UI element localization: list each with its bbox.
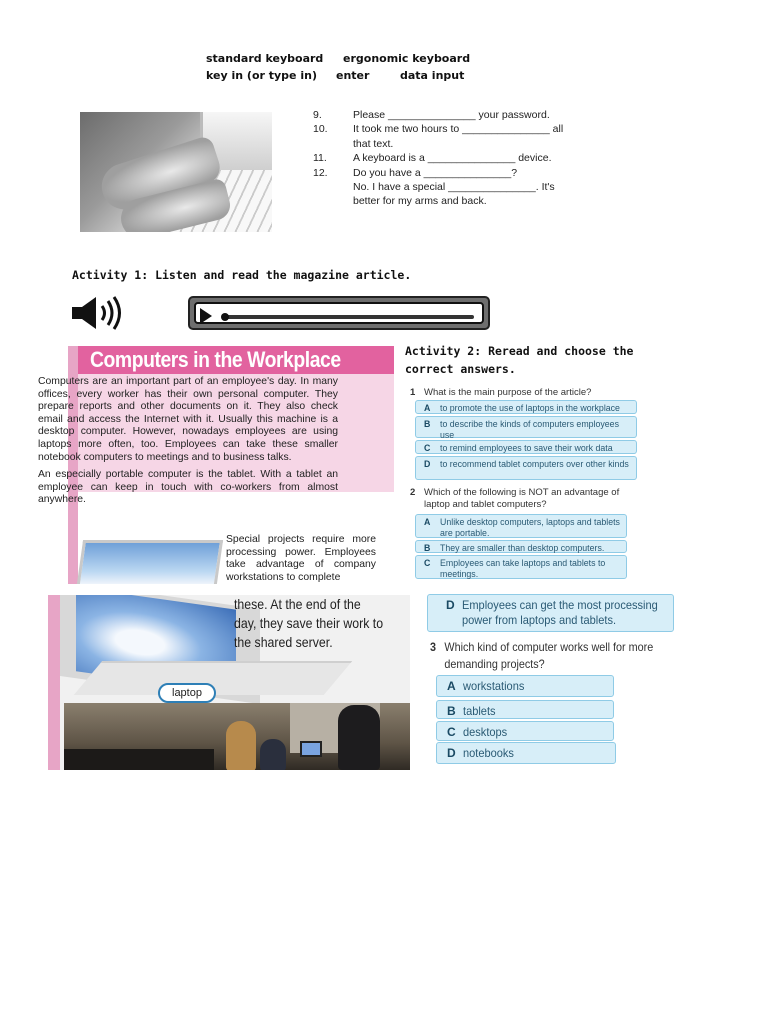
article-lower-panel — [48, 595, 410, 770]
question-text: Which of the following is NOT an advantage of — [424, 487, 620, 498]
laptop-label: laptop — [158, 683, 216, 703]
option-letter: C — [424, 443, 431, 453]
article-title: Computers in the Workplace — [90, 347, 341, 372]
option-text: to promote the use of laptops in the workplace — [440, 403, 620, 413]
answer-option[interactable] — [415, 456, 637, 480]
question-1 — [410, 387, 640, 399]
office-workers-photo — [64, 703, 410, 770]
question-text: demanding projects? — [444, 657, 545, 671]
activity-1-title: Activity 1: Listen and read the magazine article. — [72, 268, 412, 282]
exercise-text: Do you have a _______________? — [353, 166, 518, 179]
answer-option[interactable] — [436, 742, 616, 764]
word-bank-row — [206, 52, 486, 69]
option-letter: B — [424, 543, 431, 553]
article-paragraph-1: Computers are an important part of an employee's day. In many offices, every worker has their own personal computer. They prepare reports and other documents on it. They also check email and access the Internet with it. Usually this machine is a desktop computer. However, nowadays employees are using laptops more often, too. Employees can take these smaller notebook computers to meetings and to business talks. — [38, 376, 338, 463]
exercise-text: A keyboard is a _______________ device. — [353, 152, 552, 165]
word-bank-item: standard keyboard — [206, 52, 324, 65]
audio-progress-bar — [188, 296, 490, 330]
answer-option[interactable] — [415, 400, 637, 414]
option-letter: D — [446, 598, 455, 612]
answer-option[interactable] — [436, 721, 614, 741]
exercise-text: better for my arms and back. — [353, 195, 487, 208]
activity-2-title: Activity 2: Reread and choose the correct answers. — [405, 344, 634, 376]
question-text: Which kind of computer works well for more — [444, 640, 654, 654]
option-letter: A — [424, 403, 431, 413]
person-shape — [338, 705, 380, 770]
option-text: desktops — [463, 725, 508, 739]
article-paragraph-3: Special projects require more processing power. Employees take advantage of company workstations to complete — [226, 534, 376, 583]
question-number: 2 — [410, 487, 416, 498]
computer-screen-shape — [300, 741, 322, 757]
person-shape — [226, 721, 256, 770]
typing-hands-photo — [80, 112, 272, 232]
audio-player — [70, 294, 422, 332]
option-letter: C — [447, 725, 456, 739]
question-number: 1 — [410, 387, 416, 398]
option-letter: B — [447, 704, 456, 718]
option-letter: C — [424, 558, 431, 568]
article-pink-edge — [48, 595, 60, 770]
answer-option[interactable] — [415, 540, 627, 553]
question-text: laptop and tablet computers? — [424, 498, 547, 510]
question-text: What is the main purpose of the article? — [424, 387, 592, 398]
speaker-icon[interactable] — [70, 296, 122, 330]
word-bank-item: ergonomic keyboard — [343, 52, 471, 65]
question-number: 3 — [430, 640, 437, 654]
answer-option[interactable] — [436, 700, 614, 719]
audio-track[interactable] — [194, 302, 484, 324]
option-text: Employees can get the most processing power from laptops and tablets. — [462, 598, 658, 627]
person-shape — [260, 739, 286, 770]
option-text: Unlike desktop computers, laptops and tablets are portable. — [440, 517, 620, 538]
word-bank — [206, 52, 486, 86]
option-text: to recommend tablet computers over other kinds — [440, 459, 629, 469]
option-text: They are smaller than desktop computers. — [440, 543, 605, 553]
option-letter: D — [447, 746, 456, 760]
answer-option[interactable] — [415, 555, 627, 579]
option-text: tablets — [463, 704, 496, 718]
word-bank-item: key in (or type in) — [206, 69, 317, 82]
exercise-number: 10. — [313, 123, 328, 136]
option-letter: A — [447, 679, 456, 693]
exercise-text: that text. — [353, 137, 394, 150]
article-title-banner — [78, 346, 394, 374]
option-text: to remind employees to save their work data — [440, 443, 613, 453]
progress-line — [222, 315, 474, 319]
exercise-number: 9. — [313, 109, 322, 121]
article-body — [38, 376, 338, 512]
option-text: workstations — [463, 679, 525, 693]
question-2 — [410, 487, 640, 511]
option-letter: A — [424, 517, 431, 527]
exercise-text: No. I have a special _______________. It's — [353, 180, 555, 193]
article-paragraph-3-continued: these. At the end of the day, they save their work to the shared server. — [234, 596, 384, 650]
word-bank-item: enter — [336, 69, 370, 82]
option-text: notebooks — [463, 746, 514, 760]
answer-option[interactable] — [415, 440, 637, 454]
option-letter: D — [424, 459, 431, 469]
word-bank-item: data input — [400, 69, 465, 82]
option-text: to describe the kinds of computers employees use — [440, 419, 619, 440]
laptop-image — [77, 540, 223, 584]
answer-option[interactable] — [415, 514, 627, 538]
desk-shape — [64, 749, 214, 770]
exercise-number: 12. — [313, 166, 328, 179]
play-icon[interactable] — [200, 308, 212, 324]
exercise-number: 11. — [313, 152, 327, 165]
exercise-text: It took me two hours to _______________ all — [353, 123, 564, 136]
option-text: Employees can take laptops and tablets to meetings. — [440, 558, 606, 579]
exercise-text: Please _______________ your password. — [353, 109, 550, 121]
word-bank-row — [206, 69, 486, 86]
question-3 — [430, 639, 664, 673]
answer-option[interactable] — [415, 416, 637, 438]
progress-handle[interactable] — [221, 313, 229, 321]
answer-option[interactable] — [427, 594, 674, 632]
option-letter: B — [424, 419, 431, 429]
answer-option[interactable] — [436, 675, 614, 697]
article-paragraph-2: An especially portable computer is the tablet. With a tablet an employee can keep in touch with co-workers from almost anywhere. — [38, 469, 338, 506]
